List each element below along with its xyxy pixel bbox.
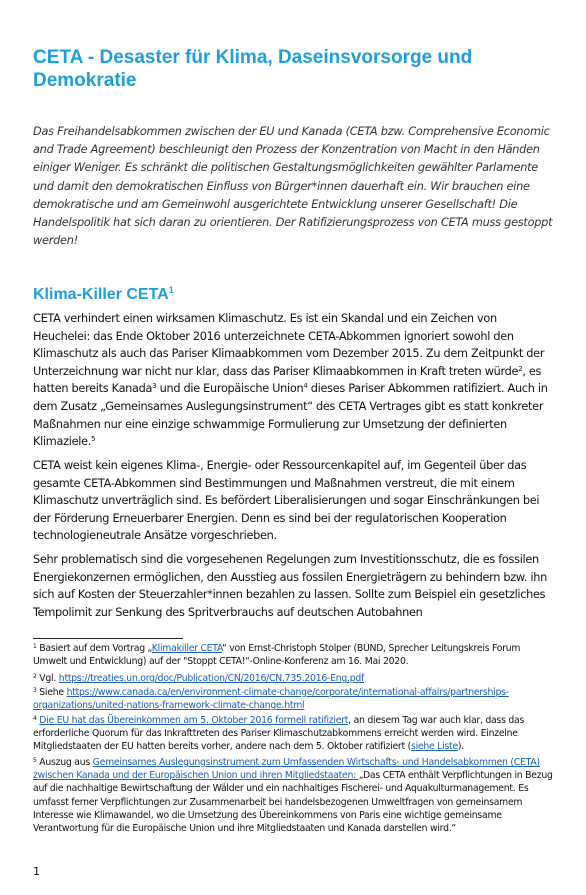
- paragraph-1-text-c: und die Europäische Union: [156, 382, 304, 396]
- footnote-4-number: 4: [33, 715, 37, 722]
- footnote-ref-1[interactable]: 1: [168, 285, 174, 295]
- footnote-ref-2[interactable]: 2: [518, 364, 523, 373]
- footnote-5: [33, 756, 555, 835]
- intro-paragraph: Das Freihandelsabkommen zwischen der EU und Kanada (CETA bzw. Comprehensive Economic and Trade Agreement) beschleunigt den Prozess der Konzentration von Macht in den Händen einiger Weniger. Es schränkt die politischen Gestaltungsmöglichkeiten gewählter Parlamente und damit den demokratischen Einfluss von Bürger*innen dauerhaft ein. Wir brauchen eine demokratische und am Gemeinwohl ausgerichtete Entwicklung unserer Gesellschaft! Die Handelspolitik hat sich daran zu orientieren. Der Ratifizierungsprozess von CETA muss gestoppt werden!: [33, 125, 553, 248]
- footnote-2-text-a: Vgl.: [36, 673, 59, 684]
- footnote-5-text-a: Auszug aus: [36, 757, 93, 768]
- footnote-ref-3[interactable]: 3: [152, 382, 157, 391]
- footnote-2-link[interactable]: https://treaties.un.org/doc/Publication/CN/2016/CN.735.2016-Eng.pdf: [58, 673, 365, 684]
- footnote-4-text-a: , an diesem Tag war auch klar, dass das erforderliche Quorum für das Inkrafttreten des Pariser Klimaschutzabkommens erreicht werden wird. Einzelne Mitgliedstaaten der EU hatten bereits vorher, andere nach dem 5. Oktober ratifiziert (: [33, 715, 525, 753]
- footnote-1-link[interactable]: Klimakiller CETA: [151, 643, 222, 654]
- footnote-ref-5[interactable]: 5: [91, 435, 96, 444]
- footnote-3-number: 3: [33, 687, 37, 694]
- paragraph-2: CETA weist kein eigenes Klima-, Energie- oder Ressourcenkapitel auf, im Gegenteil über das gesamte CETA-Abkommen sind Bestimmungen und Maßnahmen verstreut, die mit einem Klimaschutz unverträglich sind. Es befördert Liberalisierungen und sogar Einschränkungen bei der Förderung Erneuerbarer Energien. Denn es sind bei der regulatorischen Kooperation technologieneutrale Ansätze vorgeschrieben.: [33, 459, 540, 543]
- footnote-1-text-a: Basiert auf dem Vortrag „: [36, 643, 152, 654]
- footnote-2: [33, 672, 555, 685]
- section-heading-text: Klima-Killer CETA: [33, 286, 169, 303]
- footnote-4-text-b: ).: [457, 741, 465, 753]
- footnote-divider: [33, 638, 183, 639]
- footnote-3: [33, 686, 555, 712]
- footnote-1: [33, 642, 555, 668]
- paragraph-1-text-b: , es hatten bereits Kanada: [33, 364, 542, 396]
- paragraph-3: Sehr problematisch sind die vorgesehenen Regelungen zum Investitionsschutz, die es fossilen Energiekonzernen ermöglichen, den Ausstieg aus fossilen Energieträgern zu behindern bzw. ihn sich auf Kosten der Steuerzahler*innen bezahlen zu lassen. Sollte zum Beispiel ein gesetzliches Tempolimit zur Senkung des Spritverbrauchs auf deutschen Autobahnen: [33, 553, 547, 619]
- footnote-4-link[interactable]: Die EU hat das Übereinkommen am 5. Oktober 2016 formell ratifiziert: [39, 715, 349, 726]
- footnote-5-text-b: „Das CETA enthält Verpflichtungen in Bezug auf die nachhaltige Bewirtschaftung der Wälder und ein nachhaltiges Fischerei- und Aquakulturmanagement. Es umfasst ferner Verpflichtungen zur Zusammenarbeit bei handelsbezogenen Umweltfragen von gemeinsamem Interesse wie Klimawandel, wo die Umsetzung des Übereinkommens von Paris eine wichtige gemeinsame Verantwortung für die Europäische Union und ihre Mitgliedstaaten und Kanada darstellen wird.“: [33, 770, 553, 835]
- page-title: CETA - Desaster für Klima, Daseinsvorsorge und Demokratie: [33, 47, 473, 91]
- paragraph-1-text-a: CETA verhindert einen wirksamen Klimaschutz. Es ist ein Skandal und ein Zeichen von Heuchelei: das Ende Oktober 2016 unterzeichnete CETA-Abkommen ignoriert sowohl den Klimaschutz als auch das Pariser Klimaabkommen vom Dezember 2015. Zu dem Zeitpunkt der Unterzeichnung war nicht nur klar, dass das Pariser Klimaabkommen in Kraft treten würde: [33, 312, 545, 378]
- footnote-3-link[interactable]: https://www.canada.ca/en/environment-climate-change/corporate/international-affairs/partnerships-organizations/united-nations-framework-climate-change.html: [33, 687, 509, 712]
- footnote-3-text-a: Siehe: [36, 687, 67, 698]
- footnote-1-number: 1: [33, 643, 37, 650]
- footnote-5-link[interactable]: Gemeinsames Auslegungsinstrument zum Umfassenden Wirtschafts- und Handelsabkommen (CETA) zwischen Kanada und der Europäischen Union und ihren Mitgliedstaaten:: [33, 757, 540, 782]
- page-number: 1: [33, 865, 40, 878]
- footnote-4: [33, 714, 555, 754]
- footnote-ref-4[interactable]: 4: [303, 382, 308, 391]
- footnote-2-number: 2: [33, 673, 37, 680]
- footnote-5-number: 5: [33, 757, 37, 764]
- footnote-4-list-link[interactable]: siehe Liste: [410, 741, 458, 753]
- section-heading: [33, 285, 174, 305]
- paragraph-1: [33, 310, 555, 451]
- footnote-1-text-b: “ von Ernst-Christoph Stolper (BUND, Sprecher Leitungskreis Forum Umwelt und Entwicklung) auf der "Stoppt CETA!"-Online-Konferenz am 16. Mai 2020.: [33, 643, 521, 668]
- paragraph-1-text-d: dieses Pariser Abkommen ratifiziert. Auch in dem Zusatz „Gemeinsames Auslegungsinstrument“ des CETA Vertrages gibt es statt konkreter Maßnahmen nur eine einzige schwammige Formulierung zur Umsetzung der definierten Klimaziele.: [33, 382, 548, 449]
